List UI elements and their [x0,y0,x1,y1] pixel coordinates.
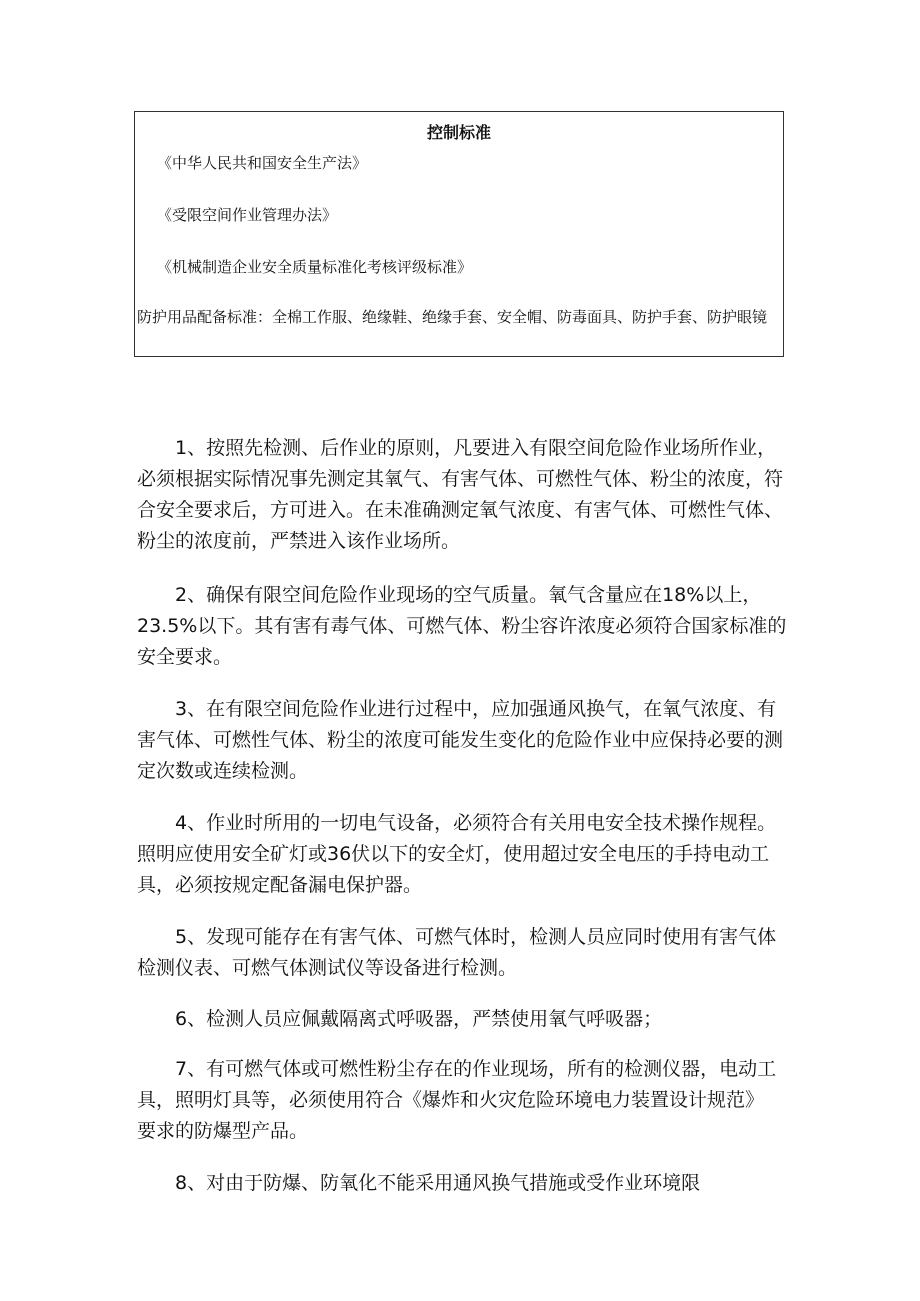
ppe-standard-text: 防护用品配备标准：全棉工作服、绝缘鞋、绝缘手套、安全帽、防毒面具、防护手套、防护眼镜 [137,308,768,326]
control-standards-title: 控制标准 [426,123,491,142]
paragraph-8: 8、对由于防爆、防氧化不能采用通风换气措施或受作业环境限 [175,1172,701,1194]
standard-item: 《中华人民共和国安全生产法》 [157,154,368,172]
standard-item: 《受限空间作业管理办法》 [157,206,338,224]
paragraph-3: 3、在有限空间危险作业进行过程中，应加强通风换气，在氧气浓度、有害气体、可燃性气体、粉尘的浓度可能发生变化的危险作业中应保持必要的测定次数或连续检测。 [137,698,784,782]
paragraph-4: 4、作业时所用的一切电气设备，必须符合有关用电安全技术操作规程。照明应使用安全矿灯或36伏以下的安全灯，使用超过安全电压的手持电动工具，必须按规定配备漏电保护器。 [137,812,777,896]
control-standards-box [134,111,784,357]
paragraph-5: 5、发现可能存在有害气体、可燃气体时，检测人员应同时使用有害气体检测仪表、可燃气体测试仪等设备进行检测。 [137,926,777,979]
paragraph-7: 7、有可燃气体或可燃性粉尘存在的作业现场，所有的检测仪器，电动工具，照明灯具等，必须使用符合《爆炸和火灾危险环境电力装置设计规范》要求的防爆型产品。 [137,1058,777,1142]
paragraph-1: 1、按照先检测、后作业的原则，凡要进入有限空间危险作业场所作业，必须根据实际情况事先测定其氧气、有害气体、可燃性气体、粉尘的浓度，符合安全要求后，方可进入。在未准确测定氧气浓度、有害气体、可燃性气体、粉尘的浓度前，严禁进入该作业场所。 [137,437,784,552]
standard-item: 《机械制造企业安全质量标准化考核评级标准》 [157,258,473,276]
paragraph-6: 6、检测人员应佩戴隔离式呼吸器，严禁使用氧气呼吸器； [175,1008,663,1030]
paragraph-2: 2、确保有限空间危险作业现场的空气质量。氧气含量应在18%以上，23.5%以下。其有害有毒气体、可燃气体、粉尘容许浓度必须符合国家标准的安全要求。 [137,584,787,668]
